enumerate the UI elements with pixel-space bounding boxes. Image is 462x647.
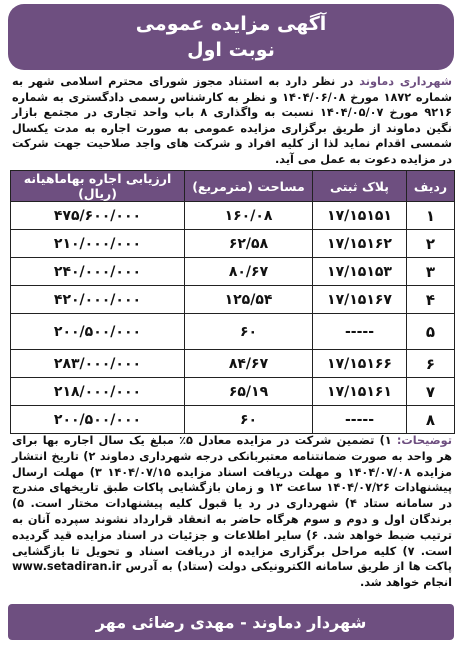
- organization-name: شهرداری دماوند: [359, 75, 452, 88]
- table-row: [11, 314, 455, 350]
- row-number: ۵: [407, 314, 455, 350]
- row-rent: ۴۲۰/۰۰۰/۰۰۰: [11, 286, 185, 314]
- row-area: ۶۵/۱۹: [185, 378, 313, 406]
- row-area: ۸۰/۶۷: [185, 258, 313, 286]
- row-area: ۱۶۰/۰۸: [185, 202, 313, 230]
- row-number: ۴: [407, 286, 455, 314]
- row-number: ۶: [407, 350, 455, 378]
- signature-bar: [8, 604, 454, 640]
- row-rent: ۲۰۰/۵۰۰/۰۰۰: [11, 314, 185, 350]
- row-plaque: ۱۷/۱۵۱۶۷: [313, 286, 407, 314]
- row-area: ۸۴/۶۷: [185, 350, 313, 378]
- table-row: [11, 202, 455, 230]
- table-row: [11, 258, 455, 286]
- row-area: ۶۰: [185, 406, 313, 434]
- notice-title: آگهی مزایده عمومی: [135, 13, 327, 35]
- row-rent: ۲۱۰/۰۰۰/۰۰۰: [11, 230, 185, 258]
- row-rent: ۲۸۳/۰۰۰/۰۰۰: [11, 350, 185, 378]
- intro-paragraph: [12, 74, 452, 168]
- table-row: [11, 286, 455, 314]
- row-plaque: ۱۷/۱۵۱۶۲: [313, 230, 407, 258]
- intro-text: در نظر دارد به استناد مجوز شورای محترم اسلامی شهر به شماره ۱۸۷۲ مورخ ۱۴۰۴/۰۶/۰۸ و نظر به کارشناس رسمی دادگستری به شماره ۹۲۱۶ مورخ ۱۴۰۴/۰۵/۰۷ نسبت به واگذاری ۸ باب واحد تجاری در مجتمع بازار نگین دماوند از طریق برگزاری مزایده عمومی به صورت اجاره به مدت یکسال شمسی اقدام نماید لذا از کلیه افراد و شرکت های واجد صلاحیت جهت شرکت در مزایده دعوت به عمل می آید.: [12, 75, 453, 166]
- row-number: ۷: [407, 378, 455, 406]
- table-row: [11, 350, 455, 378]
- row-plaque: -----: [313, 314, 407, 350]
- notice-subtitle: نوبت اول: [187, 39, 275, 61]
- row-rent: ۲۰۰/۵۰۰/۰۰۰: [11, 406, 185, 434]
- row-area: ۶۲/۵۸: [185, 230, 313, 258]
- row-number: ۸: [407, 406, 455, 434]
- units-table-wrapper: [10, 170, 454, 434]
- row-number: ۲: [407, 230, 455, 258]
- notes-label: توضیحات:: [396, 434, 452, 447]
- row-rent: ۴۷۵/۶۰۰/۰۰۰: [11, 202, 185, 230]
- table-row: [11, 378, 455, 406]
- table-header-row: [11, 171, 455, 202]
- header-row-number: ردیف: [407, 171, 455, 202]
- notes-text: ۱) تضمین شرکت در مزایده معادل ۵٪ مبلغ یک سال اجاره بها برای هر واحد به صورت ضمانتنامه معتبربانکی درجه شهرداری دماوند ۲) تاریخ انتشار مزایده ۱۴۰۴/۰۷/۰۸ و مهلت دریافت اسناد مزایده ۱۴۰۴/۰۷/۱۵ ۳) مهلت ارسال پیشنهادات ۱۴۰۴/۰۷/۲۶ ساعت ۱۳ و زمان بازگشایی پاکات طبق تاریخهای مندرج در سامانه ستاد ۴) شهرداری در رد یا قبول کلیه پیشنهادات مختار است. ۵) برندگان اول و دوم و سوم هرگاه حاضر به انعقاد قرارداد نشوند سپرده آنان به ترتیب ضبط خواهد شد. ۶) سایر اطلاعات و جزئیات در اسناد مزایده قید گردیده است. ۷) کلیه مراحل برگزاری مزایده از دریافت اسناد و تحویل تا بازگشایی پاکت ها از طریق سامانه الکترونیکی دولت (ستاد) به آدرس www.setadiran.ir انجام خواهد شد.: [12, 434, 452, 590]
- row-area: ۶۰: [185, 314, 313, 350]
- row-rent: ۲۴۰/۰۰۰/۰۰۰: [11, 258, 185, 286]
- row-rent: ۲۱۸/۰۰۰/۰۰۰: [11, 378, 185, 406]
- row-plaque: ۱۷/۱۵۱۶۱: [313, 378, 407, 406]
- table-row: [11, 406, 455, 434]
- header-area: مساحت (مترمربع): [185, 171, 313, 202]
- row-number: ۱: [407, 202, 455, 230]
- row-number: ۳: [407, 258, 455, 286]
- header-plaque: پلاک ثبتی: [313, 171, 407, 202]
- row-area: ۱۲۵/۵۴: [185, 286, 313, 314]
- row-plaque: ۱۷/۱۵۱۵۱: [313, 202, 407, 230]
- row-plaque: ۱۷/۱۵۱۶۶: [313, 350, 407, 378]
- row-plaque: -----: [313, 406, 407, 434]
- header-rent: ارزیابی اجاره بهاماهیانه (ریال): [11, 171, 185, 202]
- notice-header: [8, 4, 454, 70]
- notes-paragraph: [12, 433, 452, 591]
- row-plaque: ۱۷/۱۵۱۵۳: [313, 258, 407, 286]
- signature-text: شهردار دماوند - مهدی رضائی مهر: [95, 612, 367, 632]
- table-row: [11, 230, 455, 258]
- units-table: [10, 170, 455, 434]
